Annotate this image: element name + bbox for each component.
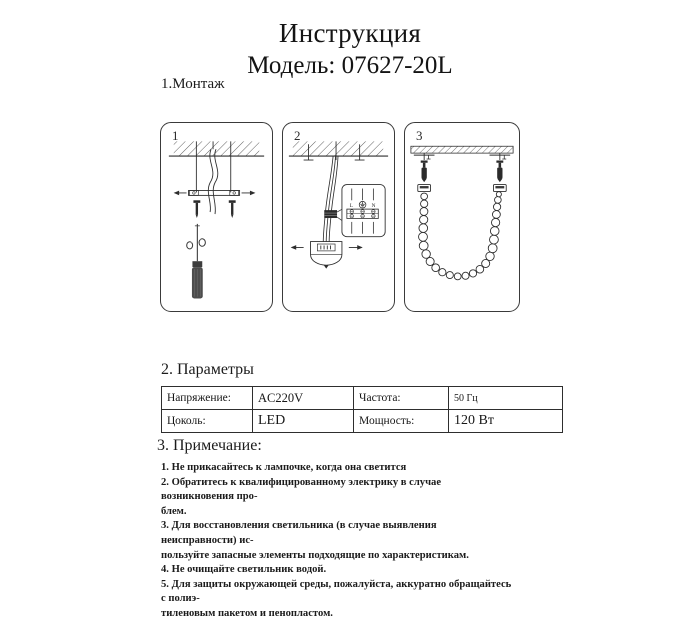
notes-list (161, 461, 513, 622)
param-key-socket: Цоколь: (162, 410, 253, 433)
ceiling-hatching (289, 141, 388, 156)
param-key-power: Мощность: (354, 410, 449, 433)
terminal-block-detail (342, 185, 385, 237)
anchor-right (490, 153, 511, 182)
table-row (162, 410, 563, 433)
section-heading-parameters: 2. Параметры (161, 361, 254, 378)
anchor-left (414, 153, 435, 182)
diagram-panel-1 (160, 122, 273, 312)
note-line: тиленовым пакетом и пенопластом. (161, 607, 333, 619)
ceiling-cup-left (418, 185, 431, 192)
wire-bundle (323, 156, 338, 241)
wire-connector (324, 210, 337, 218)
note-line: пользуйте запасные элементы подходящие по характеристикам. (161, 549, 469, 561)
model-label: Модель: (247, 52, 336, 79)
diagram-panel-3 (404, 122, 520, 312)
note-line: блем. (161, 505, 187, 517)
ceiling-cup-right (493, 185, 506, 192)
param-key-frequency: Частота: (354, 387, 449, 410)
note-line: 4. Не очищайте светильник водой. (161, 564, 327, 576)
width-arrows (175, 191, 255, 194)
note-line: 2. Обратитесь к квалифицированному электрику в случае возникновения про- (161, 476, 442, 503)
note-line: 5. Для защиты окружающей среды, пожалуйста, аккуратно обращайтесь с полиэ- (161, 578, 512, 605)
panel-3-drawing (405, 123, 519, 311)
ceiling-hatching (169, 141, 264, 156)
diagram-panel-2 (282, 122, 395, 312)
panel-number: 1 (172, 128, 179, 143)
panel-number: 3 (416, 128, 423, 143)
model-value: 07627-20L (341, 52, 453, 79)
bead-chain (419, 192, 502, 280)
table-row (162, 387, 563, 410)
model-line (0, 52, 700, 80)
param-value-voltage: AC220V (253, 387, 354, 410)
page-title: Инструкция (278, 18, 422, 48)
note-line: 1. Не прикасайтесь к лампочке, когда она светится (161, 462, 407, 473)
section-heading-mounting: 1.Монтаж (161, 76, 225, 92)
screwdriver (187, 224, 206, 299)
panel-number: 2 (294, 128, 301, 143)
note-line: 3. Для восстановления светильника (в случае выявления неисправности) ис- (161, 520, 437, 546)
terminal-label-N: N (371, 203, 376, 210)
param-value-frequency: 50 Гц (449, 387, 563, 410)
param-value-socket: LED (253, 410, 354, 433)
terminal-label-L: L (349, 203, 354, 210)
wires (208, 149, 218, 214)
panel-1-drawing (161, 123, 272, 311)
panel-2-drawing (283, 123, 394, 311)
lamp-canopy (311, 242, 342, 269)
diagram-panels (160, 122, 520, 314)
param-value-power: 120 Вт (449, 410, 563, 433)
param-key-voltage: Напряжение: (162, 387, 253, 410)
section-heading-notes: 3. Примечание: (157, 437, 262, 454)
ceiling-hatching (411, 146, 513, 153)
parameters-table (161, 386, 563, 433)
